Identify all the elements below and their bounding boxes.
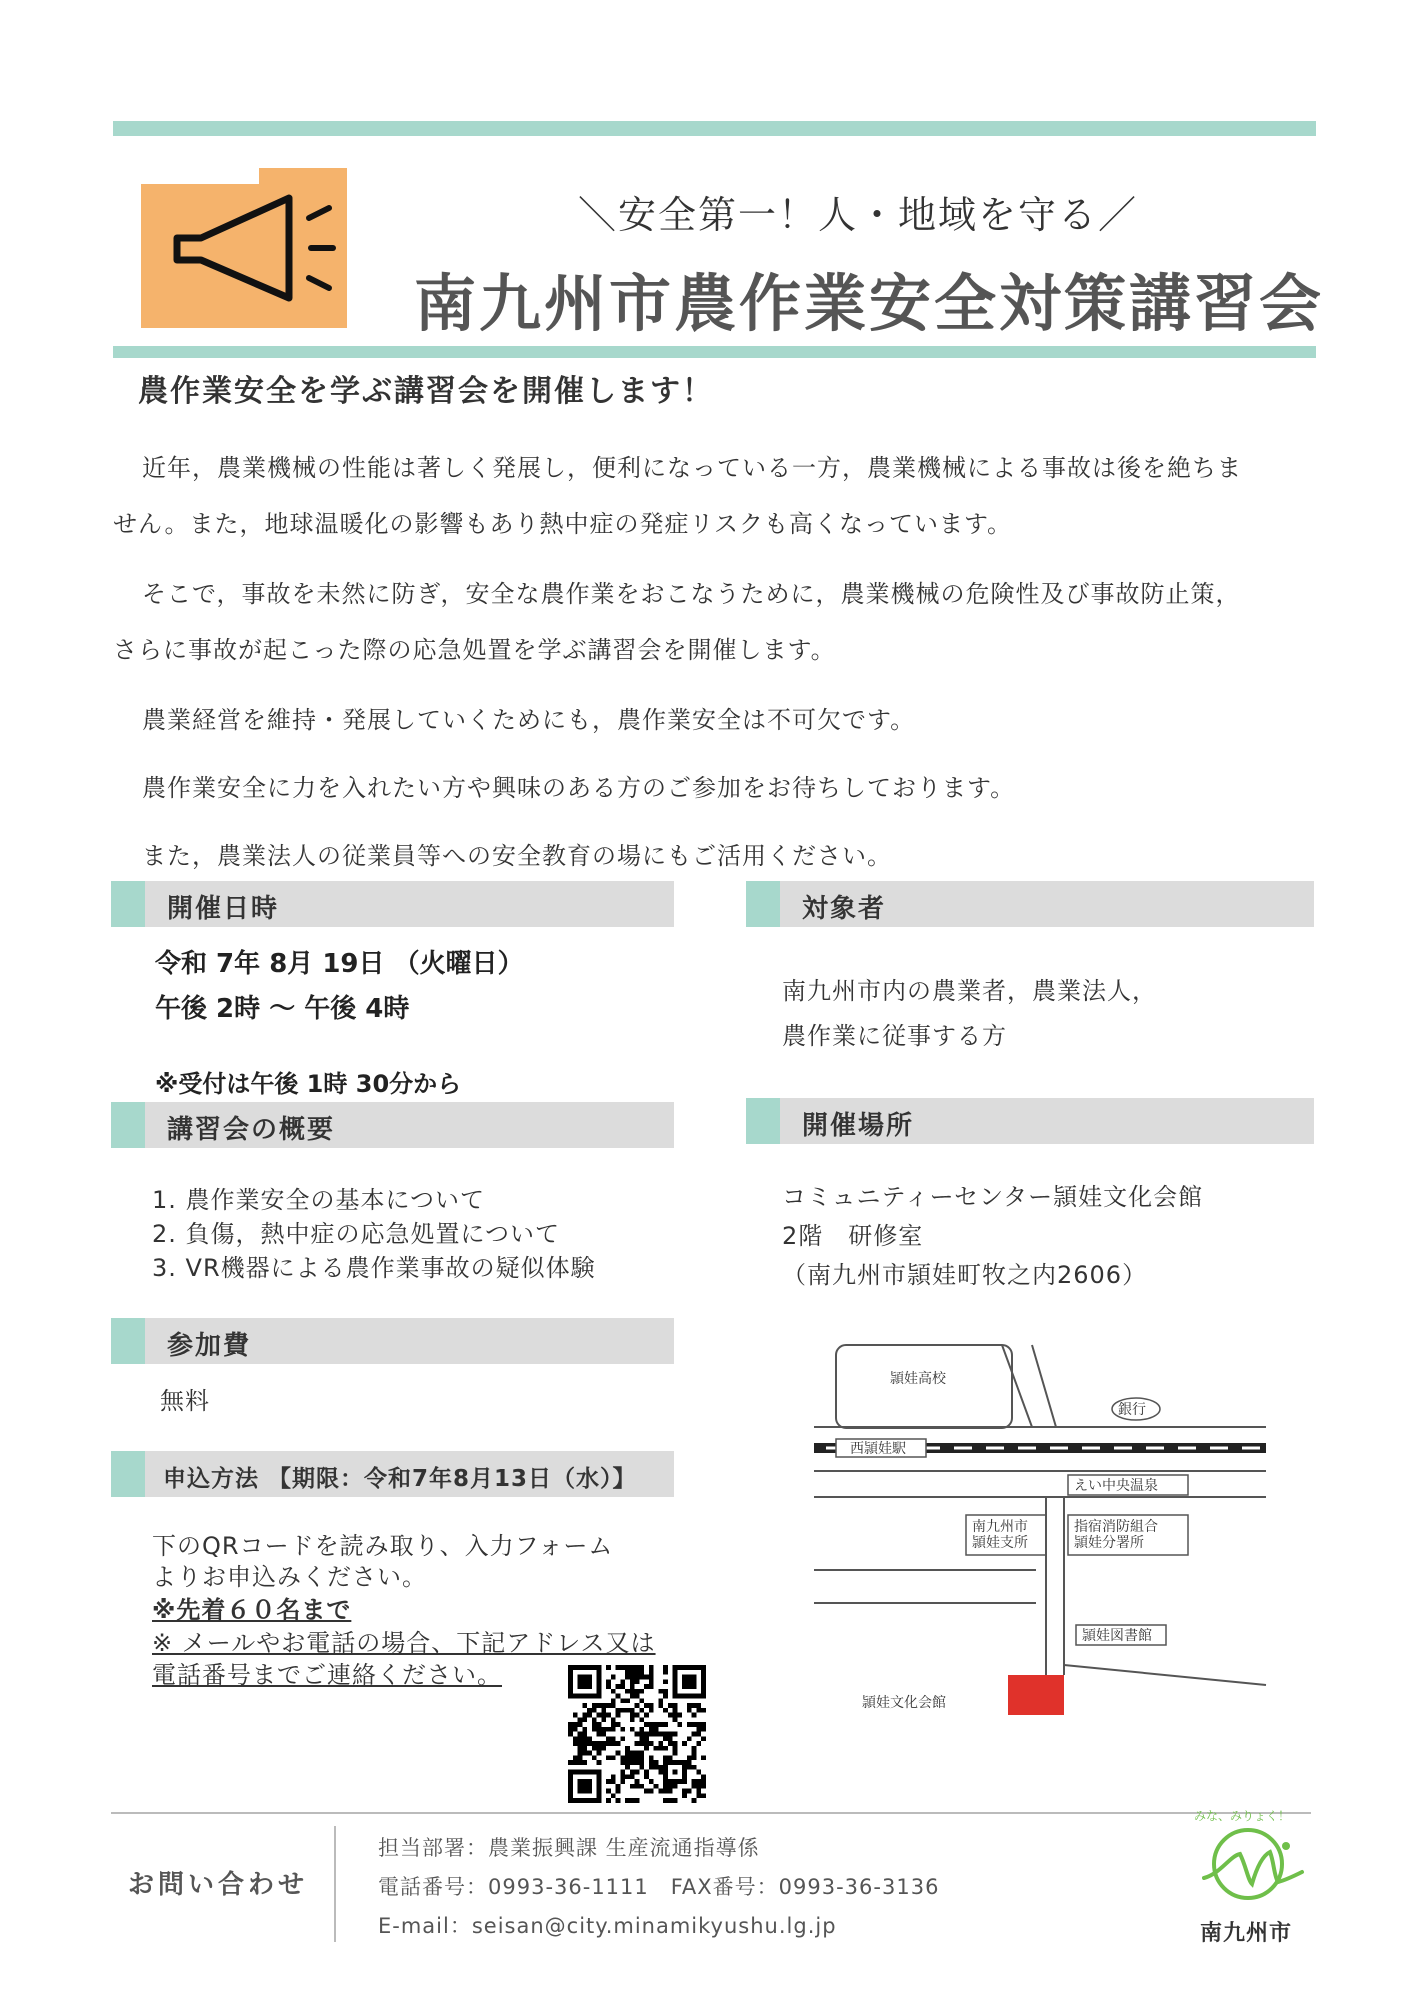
target-label: 対象者 — [802, 894, 887, 924]
target-section-header — [746, 881, 1314, 927]
section-tab — [111, 881, 145, 927]
section-tab — [111, 1102, 145, 1148]
map-label-branch: 南九州市 — [972, 1519, 1028, 1535]
target-line2: 農作業に従事する方 — [782, 1022, 1007, 1050]
section-tab — [111, 1451, 145, 1497]
intro-p5: また，農業法人の従業員等への安全教育の場にもご活用ください。 — [142, 842, 892, 870]
contact-label: お問い合わせ — [128, 1870, 309, 1900]
venue-section-header — [746, 1098, 1314, 1144]
city-logo — [1190, 1806, 1310, 1946]
apply-contact-note-2: 電話番号までご連絡ください。 — [152, 1661, 502, 1689]
intro-p4: 農作業安全に力を入れたい方や興味のある方のご参加をお待ちしております。 — [142, 774, 1016, 802]
fee-section-header — [111, 1318, 674, 1364]
section-tab — [746, 1098, 780, 1144]
target-line1: 南九州市内の農業者，農業法人， — [782, 977, 1157, 1005]
apply-line1: 下のQRコードを読み取り、入力フォーム — [152, 1532, 614, 1560]
apply-limit-note: ※先着６０名まで — [152, 1596, 352, 1624]
qr-code[interactable] — [568, 1665, 706, 1803]
overview-label: 講習会の概要 — [167, 1115, 336, 1145]
map-label-fire: 指宿消防組合 — [1074, 1519, 1158, 1535]
intro-p2-line2: さらに事故が起こった際の応急処置を学ぶ講習会を開催します。 — [113, 636, 836, 664]
megaphone-icon — [141, 168, 347, 328]
schedule-date: 令和 7年 8月 19日 （火曜日） — [155, 949, 524, 979]
map-label-library: 頴娃図書館 — [1082, 1628, 1152, 1644]
logo-tagline: みな、みりょく！ — [1194, 1809, 1291, 1823]
intro-p3: 農業経営を維持・発展していくためにも，農作業安全は不可欠です。 — [142, 706, 916, 734]
intro-p2-line1: そこで，事故を未然に防ぎ，安全な農作業をおこなうために，農業機械の危険性及び事故防止策， — [142, 580, 1241, 608]
subtitle: ＼安全第一！人・地域を守る／ — [578, 193, 1139, 237]
title-accent-band — [113, 346, 1316, 358]
apply-line2: よりお申込みください。 — [152, 1563, 427, 1591]
fee-value: 無料 — [160, 1387, 210, 1415]
page-title: 南九州市農作業安全対策講習会 — [414, 267, 1325, 340]
top-accent-band — [113, 121, 1316, 136]
venue-line3: （南九州市頴娃町牧之内2606） — [782, 1261, 1148, 1289]
logo-city-name: 南九州市 — [1200, 1921, 1293, 1946]
map-label-branch-2: 頴娃支所 — [972, 1535, 1028, 1551]
schedule-label: 開催日時 — [167, 894, 280, 924]
contact-phone: 電話番号：0993-36-1111 FAX番号：0993-36-3136 — [378, 1875, 940, 1899]
section-tab — [746, 881, 780, 927]
map-label-onsen: えい中央温泉 — [1074, 1478, 1158, 1494]
map-label-station: 西頴娃駅 — [850, 1441, 906, 1457]
overview-item: 1. 農作業安全の基本について — [152, 1186, 486, 1214]
contact-email[interactable]: E-mail：seisan@city.minamikyushu.lg.jp — [378, 1914, 837, 1938]
apply-contact-note-1: ※ メールやお電話の場合、下記アドレス又は — [152, 1629, 656, 1657]
schedule-time: 午後 2時 ～ 午後 4時 — [155, 994, 410, 1024]
venue-label: 開催場所 — [802, 1111, 915, 1141]
venue-map — [806, 1335, 1276, 1735]
contact-dept: 担当部署：農業振興課 生産流通指導係 — [378, 1836, 760, 1860]
schedule-reception: ※受付は午後 1時 30分から — [155, 1070, 462, 1098]
apply-section-header — [111, 1451, 674, 1497]
footer-divider — [111, 1812, 1311, 1814]
schedule-section-header — [111, 881, 674, 927]
overview-item: 3. VR機器による農作業事故の疑似体験 — [152, 1254, 596, 1282]
map-label-bank: 銀行 — [1118, 1402, 1146, 1418]
map-label-hall: 頴娃文化会館 — [862, 1695, 946, 1711]
intro-heading: 農作業安全を学ぶ講習会を開催します！ — [138, 374, 714, 409]
footer-vertical-divider — [334, 1826, 336, 1942]
venue-line1: コミュニティーセンター頴娃文化会館 — [782, 1183, 1204, 1211]
venue-line2: 2階 研修室 — [782, 1222, 924, 1250]
overview-section-header — [111, 1102, 674, 1148]
intro-p1-line1: 近年，農業機械の性能は著しく発展し，便利になっている一方，農業機械による事故は後を絶ちま — [142, 454, 1242, 482]
map-label-school: 頴娃高校 — [890, 1371, 946, 1387]
fee-label: 参加費 — [167, 1331, 252, 1361]
section-tab — [111, 1318, 145, 1364]
intro-p1-line2: せん。また，地球温暖化の影響もあり熱中症の発症リスクも高くなっています。 — [113, 510, 1013, 538]
overview-item: 2. 負傷，熱中症の応急処置について — [152, 1220, 561, 1248]
map-label-fire-2: 頴娃分署所 — [1074, 1535, 1144, 1551]
apply-label: 申込方法 【期限：令和7年8月13日（水）】 — [163, 1466, 637, 1492]
